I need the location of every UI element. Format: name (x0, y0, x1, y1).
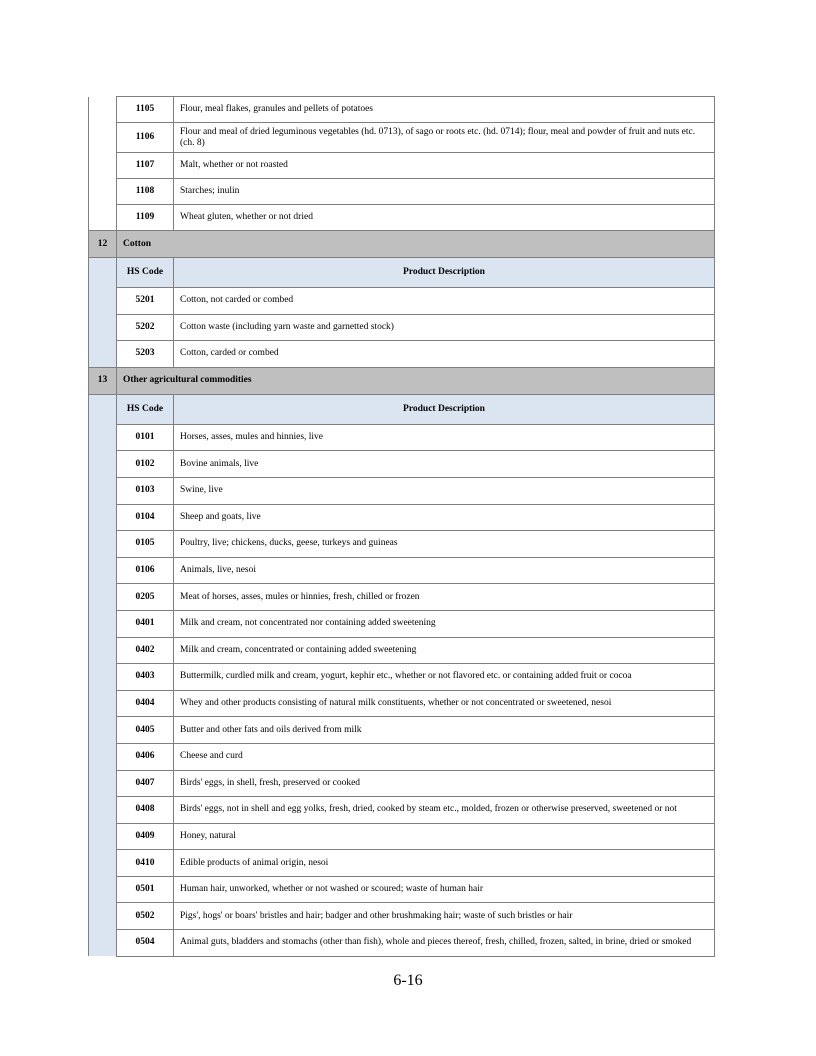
hs-code-cell: 5202 (117, 314, 174, 341)
product-description-cell: Sheep and goats, live (174, 504, 715, 531)
hs-code-cell: 0106 (117, 557, 174, 584)
hs-code-cell: 0406 (117, 743, 174, 770)
table-row (89, 557, 715, 584)
hs-code-cell: 0403 (117, 664, 174, 691)
hs-code-cell: 0501 (117, 876, 174, 903)
table-row (89, 97, 715, 123)
product-description-cell: Meat of horses, asses, mules or hinnies, fresh, chilled or frozen (174, 584, 715, 611)
section-number: 13 (89, 367, 117, 394)
table-body (89, 97, 715, 957)
section-number-spacer (89, 258, 117, 368)
product-description-cell: Human hair, unworked, whether or not washed or scoured; waste of human hair (174, 876, 715, 903)
hs-code-cell: 1108 (117, 179, 174, 205)
hs-code-cell: 0103 (117, 477, 174, 504)
table-row (89, 123, 715, 153)
product-description-cell: Honey, natural (174, 823, 715, 850)
product-description-cell: Wheat gluten, whether or not dried (174, 205, 715, 231)
product-description-cell: Buttermilk, curdled milk and cream, yogurt, kephir etc., whether or not flavored etc. or containing added fruit or cocoa (174, 664, 715, 691)
product-description-cell: Milk and cream, not concentrated nor containing added sweetening (174, 610, 715, 637)
hs-code-cell: 0407 (117, 770, 174, 797)
table-row (89, 770, 715, 797)
product-description-cell: Swine, live (174, 477, 715, 504)
product-description-cell: Starches; inulin (174, 179, 715, 205)
table-row (89, 717, 715, 744)
hs-code-cell: 0410 (117, 850, 174, 877)
section-title: Other agricultural commodities (117, 367, 715, 394)
hs-code-cell: 1106 (117, 123, 174, 153)
hs-code-cell: 0404 (117, 690, 174, 717)
table-row (89, 664, 715, 691)
table-row (89, 504, 715, 531)
hs-code-cell: 0104 (117, 504, 174, 531)
column-header-row (89, 394, 715, 424)
hs-code-header: HS Code (117, 394, 174, 424)
table-row (89, 610, 715, 637)
product-description-cell: Animals, live, nesoi (174, 557, 715, 584)
column-header-row (89, 258, 715, 288)
page-number: 6-16 (393, 972, 423, 989)
hs-code-cell: 5203 (117, 341, 174, 368)
product-description-cell: Pigs', hogs' or boars' bristles and hair; badger and other brushmaking hair; waste of such bristles or hair (174, 903, 715, 930)
table-row (89, 823, 715, 850)
product-description-cell: Cotton, not carded or combed (174, 288, 715, 315)
product-description-cell: Cheese and curd (174, 743, 715, 770)
section-number-spacer (89, 394, 117, 956)
product-description-cell: Malt, whether or not roasted (174, 153, 715, 179)
product-description-cell: Bovine animals, live (174, 451, 715, 478)
section-number-spacer (89, 97, 117, 231)
table-row (89, 584, 715, 611)
product-description-cell: Birds' eggs, not in shell and egg yolks, fresh, dried, cooked by steam etc., molded, frozen or otherwise preserved, sweetened or not (174, 797, 715, 824)
hs-code-cell: 0408 (117, 797, 174, 824)
hs-code-cell: 0101 (117, 424, 174, 451)
table-row (89, 424, 715, 451)
table-row (89, 903, 715, 930)
hs-code-cell: 0402 (117, 637, 174, 664)
table-row (89, 690, 715, 717)
hs-code-cell: 0205 (117, 584, 174, 611)
table-row (89, 930, 715, 957)
product-description-cell: Animal guts, bladders and stomachs (other than fish), whole and pieces thereof, fresh, chilled, frozen, salted, in brine, dried or smoked (174, 930, 715, 957)
product-description-cell: Flour, meal flakes, granules and pellets of potatoes (174, 97, 715, 123)
product-description-cell: Milk and cream, concentrated or containing added sweetening (174, 637, 715, 664)
hs-code-cell: 1105 (117, 97, 174, 123)
product-description-header: Product Description (174, 258, 715, 288)
product-description-cell: Cotton waste (including yarn waste and garnetted stock) (174, 314, 715, 341)
table-row (89, 637, 715, 664)
table-row (89, 797, 715, 824)
table-row (89, 153, 715, 179)
hs-code-cell: 5201 (117, 288, 174, 315)
table-row (89, 876, 715, 903)
table-row (89, 288, 715, 315)
table-row (89, 743, 715, 770)
table-row (89, 179, 715, 205)
hs-code-header: HS Code (117, 258, 174, 288)
table-row (89, 477, 715, 504)
hs-code-cell: 1109 (117, 205, 174, 231)
section-number: 12 (89, 231, 117, 258)
hs-code-cell: 0105 (117, 531, 174, 558)
product-description-cell: Whey and other products consisting of natural milk constituents, whether or not concentrated or sweetened, nesoi (174, 690, 715, 717)
product-description-cell: Birds' eggs, in shell, fresh, preserved or cooked (174, 770, 715, 797)
product-description-cell: Flour and meal of dried leguminous vegetables (hd. 0713), of sago or roots etc. (hd. 0714); flour, meal and powder of fruit and nuts etc. (ch. 8) (174, 123, 715, 153)
hs-code-table (88, 96, 715, 957)
table-row (89, 850, 715, 877)
product-description-header: Product Description (174, 394, 715, 424)
product-description-cell: Cotton, carded or combed (174, 341, 715, 368)
product-description-cell: Butter and other fats and oils derived from milk (174, 717, 715, 744)
section-title: Cotton (117, 231, 715, 258)
section-row (89, 367, 715, 394)
hs-code-cell: 0409 (117, 823, 174, 850)
hs-code-cell: 0502 (117, 903, 174, 930)
product-description-cell: Horses, asses, mules and hinnies, live (174, 424, 715, 451)
hs-code-cell: 0102 (117, 451, 174, 478)
table-row (89, 451, 715, 478)
product-description-cell: Edible products of animal origin, nesoi (174, 850, 715, 877)
table-row (89, 531, 715, 558)
table-row (89, 314, 715, 341)
table-row (89, 341, 715, 368)
hs-code-cell: 0401 (117, 610, 174, 637)
hs-code-cell: 0405 (117, 717, 174, 744)
hs-code-cell: 1107 (117, 153, 174, 179)
hs-code-cell: 0504 (117, 930, 174, 957)
table-row (89, 205, 715, 231)
section-row (89, 231, 715, 258)
product-description-cell: Poultry, live; chickens, ducks, geese, turkeys and guineas (174, 531, 715, 558)
